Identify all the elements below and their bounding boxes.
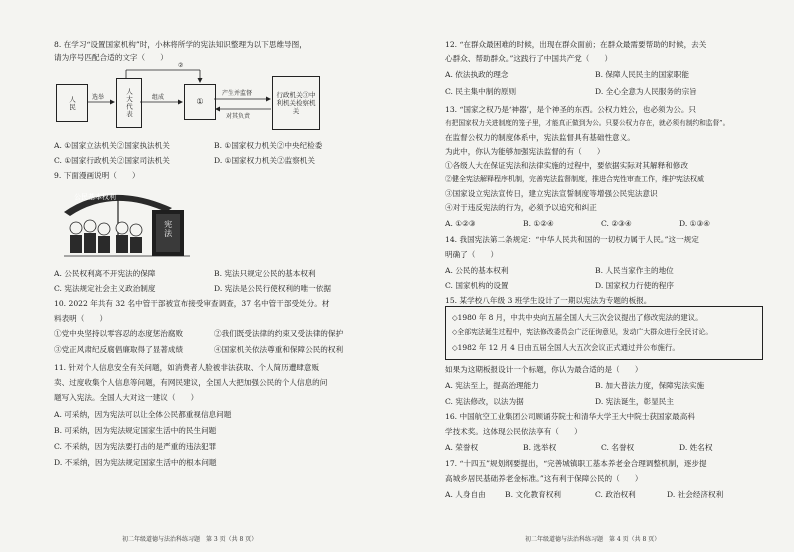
q9-cartoon [60,186,198,264]
q17-option-b: B. 文化教育权利 [505,490,561,499]
q13-stem: 在监督公权力的制度体系中，宪法监督具有基础性意义。 [445,133,635,142]
q17-option-c: C. 政治权利 [595,490,636,499]
q15-material-box [445,306,763,360]
q15-option-c: C. 宪法修改，以法为据 [445,397,524,406]
q11-option-a: A. 可采纳，因为宪法可以让全体公民都重视信息问题 [54,410,232,419]
q13-item-1: ①各级人大在保证宪法和法律实施的过程中，要依据实际对其解释和修改 [445,161,688,170]
q9-option-a: A. 公民权利离不开宪法的保障 [54,269,156,278]
q14-option-d: D. 国家权力行使的程序 [595,281,674,290]
q15-material-2: ◇全部宪法诞生过程中，宪法修改委员会广泛征询意见，发动广大群众进行全民讨论。 [452,328,713,336]
q12-stem: 12. “在群众最困难的时候，出现在群众面前；在群众最需要帮助的时候，去关 [445,40,707,49]
q13-stem: 13. “国家之权乃是‘神器’，是个神圣的东西。公权力姓公，也必须为公。只 [445,105,697,114]
q14-stem: 14. 我国宪法第二条规定：“中华人民共和国的一切权力属于人民。”这一规定 [445,235,699,244]
q15-material-3: ◇1982 年 12 月 4 日由五届全国人大五次会议正式通过并公布施行。 [452,343,680,352]
q10-item-2: ②我们既受法律的约束又受法律的保护 [214,329,344,338]
responsible-label: 对其负责 [226,113,251,120]
elect-label: 选举 [92,94,105,101]
q16-option-b: B. 选举权 [523,443,557,452]
q16-stem: 学技术奖。这体现公民依法享有（ ） [445,427,582,436]
q14-stem: 明确了（ ） [445,250,499,259]
left-page [54,0,380,552]
q11-option-d: D. 不采纳，因为宪法规定国家生活中的根本问题 [54,458,217,467]
q13-item-2: ②健全宪法解释程序机制，完善宪法监督制度，推进合宪性审查工作，维护宪法权威 [445,175,704,183]
q17-option-a: A. 人身自由 [445,490,486,499]
q13-item-3: ③国家设立宪法宣传日，建立宪法宣誓制度等增强公民宪法意识 [445,189,658,198]
q8-option-c: C. ①国家行政机关②国家司法机关 [54,156,170,165]
q8-stem: 8. 在学习“设置国家机构”时，小林将所学的宪法知识整理为以下思维导图， [54,40,307,49]
q17-option-d: D. 社会经济权利 [667,490,724,499]
q13-item-4: ④对于违反宪法的行为，必须予以追究和纠正 [445,203,597,212]
q16-stem: 16. 中国航空工业集团公司顾诵芬院士和清华大学王大中院士获国家最高科 [445,412,695,421]
q16-option-c: C. 名誉权 [601,443,635,452]
q15-stem: 15. 某学校八年级 3 班学生设计了一期以宪法为专题的板报。 [445,296,652,305]
q13-stem: 有把国家权力关进制度的笼子里，才能真正做到为公。只要公权力存在，就必须有制约和监督”。 [445,119,730,127]
q17-stem: 17. “十四五”规划纲要提出，“完善城镇职工基本养老金合理调整机制，逐步提 [445,459,707,468]
compose-label: 组成 [152,94,165,101]
q13-option-d: D. ①③④ [679,219,711,228]
q10-item-1: ①党中央坚持以零容忍的态度惩治腐败 [54,329,184,338]
q9-option-b: B. 宪法只规定公民的基本权利 [214,269,316,278]
q13-stem: 为此中，你认为能够加强宪法监督的有（ ） [445,147,605,156]
q10-item-3: ③党正风肃纪反腐倡廉取得了显著成绩 [54,345,184,354]
people-box: 人民 [56,84,88,122]
produce-label: 产生并监督 [222,90,253,97]
congress-box: 人大代表 [116,78,142,128]
q8-option-d: D. ①国家权力机关②监察机关 [214,156,315,165]
q8-option-b: B. ①国家权力机关②中央纪检委 [214,141,323,150]
left-page-footer: 初二年级道德与法治科练习题 第 3 页（共 8 页） [122,536,258,543]
q11-stem: 卖、过度收集个人信息等问题，有网民建议，全国人大把加强公民的个人信息的问 [54,378,328,387]
q12-option-d: D. 全心全意为人民服务的宗旨 [595,87,697,96]
q16-option-d: D. 姓名权 [679,443,713,452]
q8-mind-map [54,62,334,136]
right-page [445,0,767,552]
q12-option-c: C. 民主集中制的原则 [445,87,517,96]
q17-stem: 高城乡居民基础养老金标准。”这有利于保障公民的（ ） [445,474,643,483]
q15-option-a: A. 宪法至上，提高治理能力 [445,381,539,390]
q12-option-a: A. 依法执政的理念 [445,70,509,79]
q8-option-a: A. ①国家立法机关②国家执法机关 [54,141,170,150]
q9-option-c: C. 宪法规定社会主义政治制度 [54,284,156,293]
q13-option-b: B. ①②④ [523,219,554,228]
q11-stem: 11. 针对个人信息安全有关问题，如消费者人脸被非法获取、个人简历遭肆意贩 [54,363,320,372]
q12-option-b: B. 保障人民民主的国家职能 [595,70,689,79]
q9-stem: 9. 下面漫画说明（ ） [54,171,140,180]
q8-stem: 请为序号匹配合适的文字（ ） [54,53,168,62]
q15-option-b: B. 加大普法力度，保障宪法实施 [595,381,705,390]
q11-stem: 题写入宪法。全国人大对这一建议（ ） [54,393,199,402]
right-page-footer: 初二年级道德与法治科练习题 第 4 页（共 8 页） [525,536,661,543]
q13-option-c: C. ②③④ [601,219,632,228]
q11-option-c: C. 不采纳，因为宪法要打击的是严重的违法犯罪 [54,442,217,451]
q13-option-a: A. ①②③ [445,219,476,228]
q9-option-d: D. 宪法是公民行使权利的唯一依据 [214,284,331,293]
q14-option-c: C. 国家机构的设置 [445,281,509,290]
node-1-box: ① [184,84,216,120]
node-2-label: ② [178,62,184,69]
cartoon-banner: 公民基本权利 [74,193,116,201]
q15-material-1: ◇1980 年 8 月，中共中央向五届全国人大三次会议提出了修改宪法的建议。 [452,313,703,322]
q14-option-a: A. 公民的基本权利 [445,266,509,275]
q15-question: 如果为这期板报设计一个标题，你认为最合适的是（ ） [445,365,643,374]
q11-option-b: B. 可采纳，因为宪法规定国家生活中的民生问题 [54,426,217,435]
cartoon-book-label: 宪法 [163,220,173,238]
q12-stem: 心群众、帮助群众。”这践行了中国共产党（ ） [445,54,613,63]
agencies-box: 行政机关③中利机关检察机关 [272,76,320,130]
q14-option-b: B. 人民当家作主的地位 [595,266,674,275]
q10-item-4: ④国家机关依法尊重和保障公民的权利 [214,345,344,354]
q10-stem: 料表明（ ） [54,314,108,323]
q10-stem: 10. 2022 年共有 32 名中管干部被宣布接受审查调查，37 名中管干部受处分。材 [54,299,330,308]
q15-option-d: D. 宪法诞生，彰显民主 [595,397,674,406]
q16-option-a: A. 荣誉权 [445,443,479,452]
